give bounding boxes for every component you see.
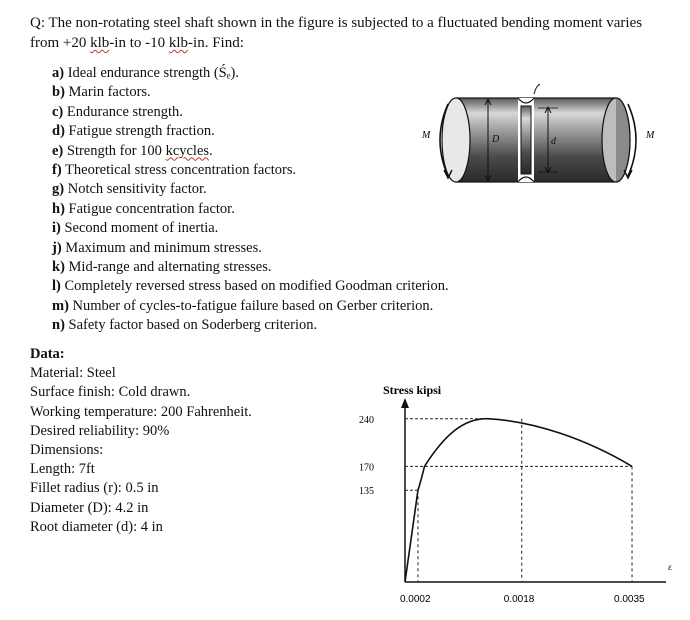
part-item (52, 239, 449, 258)
data-line: Desired reliability: 90% (30, 422, 170, 439)
moment-label-left: M (422, 130, 431, 141)
part-text: Mid-range and alternating stresses. (68, 259, 272, 276)
part-text: Number of cycles-to-fatigue failure based on Gerber criterion. (72, 297, 434, 314)
part-text: Theoretical stress concentration factors. (65, 162, 297, 179)
question-suffix: -in. Find: (188, 35, 244, 51)
part-letter: m) (52, 297, 69, 314)
part-item (52, 219, 449, 238)
part-letter: f) (52, 162, 62, 179)
y-tick-label: 135 (359, 486, 374, 498)
part-letter: n) (52, 317, 65, 334)
data-line: Dimensions: (30, 442, 104, 459)
part-item (52, 258, 449, 277)
shaft-figure (418, 84, 658, 196)
dimension-D-label: D (492, 134, 500, 145)
data-line: Surface finish: Cold drawn. (30, 384, 191, 401)
part-letter: b) (52, 84, 65, 101)
part-item (52, 277, 449, 296)
part-letter: g) (52, 181, 65, 198)
x-axis-label: ε (668, 562, 672, 572)
part-letter: i) (52, 220, 61, 237)
moment-label-right: M (646, 130, 655, 141)
question-mid: -in to -10 (109, 35, 169, 51)
part-item (52, 103, 449, 122)
part-text: Fatigue strength fraction. (68, 123, 215, 140)
part-letter: e) (52, 142, 64, 159)
part-item (52, 180, 449, 199)
part-text: Completely reversed stress based on modified Goodman criterion. (64, 278, 449, 295)
part-letter: c) (52, 103, 64, 120)
part-letter: j) (52, 239, 62, 256)
part-item (52, 142, 449, 161)
unit-klb-1: klb (90, 35, 110, 51)
part-squiggle-word: kcycles (165, 142, 210, 159)
chart-curve (405, 419, 632, 582)
y-tick-label: 240 (359, 414, 374, 426)
part-item (52, 297, 449, 316)
data-line: Length: 7ft (30, 461, 95, 478)
parts-list (52, 64, 449, 336)
part-item (52, 316, 449, 335)
part-text: Marin factors. (68, 84, 151, 101)
y-axis-arrow-icon (401, 398, 409, 408)
part-text: Fatigue concentration factor. (68, 200, 235, 217)
part-text: Strength for 100 (66, 142, 166, 159)
data-line: Root diameter (d): 4 in (30, 518, 163, 535)
dimension-d-label: d (551, 136, 556, 147)
y-axis-label: Stress kipsi (383, 383, 442, 397)
x-tick-label: 0.0035 (614, 594, 645, 605)
x-tick-label: 0.0002 (399, 594, 431, 605)
data-line: Diameter (D): 4.2 in (30, 499, 149, 516)
part-text: Maximum and minimum stresses. (65, 239, 262, 256)
stress-strain-line (405, 419, 632, 582)
part-letter: a) (52, 65, 65, 81)
part-text: Notch sensitivity factor. (67, 181, 207, 198)
question-text (30, 13, 670, 53)
part-text: Ideal endurance strength (Śₑ). (67, 65, 239, 81)
data-line: Material: Steel (30, 365, 116, 382)
data-block (30, 345, 252, 537)
data-line: Working temperature: 200 Fahrenheit. (30, 403, 252, 420)
x-tick-label: 0.0018 (503, 594, 535, 605)
part-letter: h) (52, 200, 65, 217)
part-text: Safety factor based on Soderberg criterion. (68, 317, 318, 334)
part-letter: l) (52, 278, 61, 295)
shaft-body (442, 98, 630, 182)
part-letter: d) (52, 123, 65, 140)
data-heading: Data: (30, 346, 65, 362)
part-item (52, 83, 449, 102)
part-text: Second moment of inertia. (64, 220, 219, 237)
fillet-leader-icon (534, 84, 540, 94)
unit-klb-2: klb (168, 35, 189, 51)
data-line: Fillet radius (r): 0.5 in (30, 480, 159, 497)
part-item (52, 200, 449, 219)
part-letter: k) (52, 259, 65, 276)
part-item (52, 161, 449, 180)
part-text: Endurance strength. (66, 103, 183, 120)
question-prefix: Q: The non-rotating steel shaft shown in the figure is subjected to a fluctuated bending moment varies from +20 (30, 15, 643, 51)
stress-strain-chart (350, 372, 682, 612)
part-item (52, 122, 449, 141)
chart-guides (405, 419, 632, 582)
part-item (52, 64, 449, 83)
part-tail: . (209, 142, 213, 159)
y-tick-label: 170 (359, 462, 374, 474)
